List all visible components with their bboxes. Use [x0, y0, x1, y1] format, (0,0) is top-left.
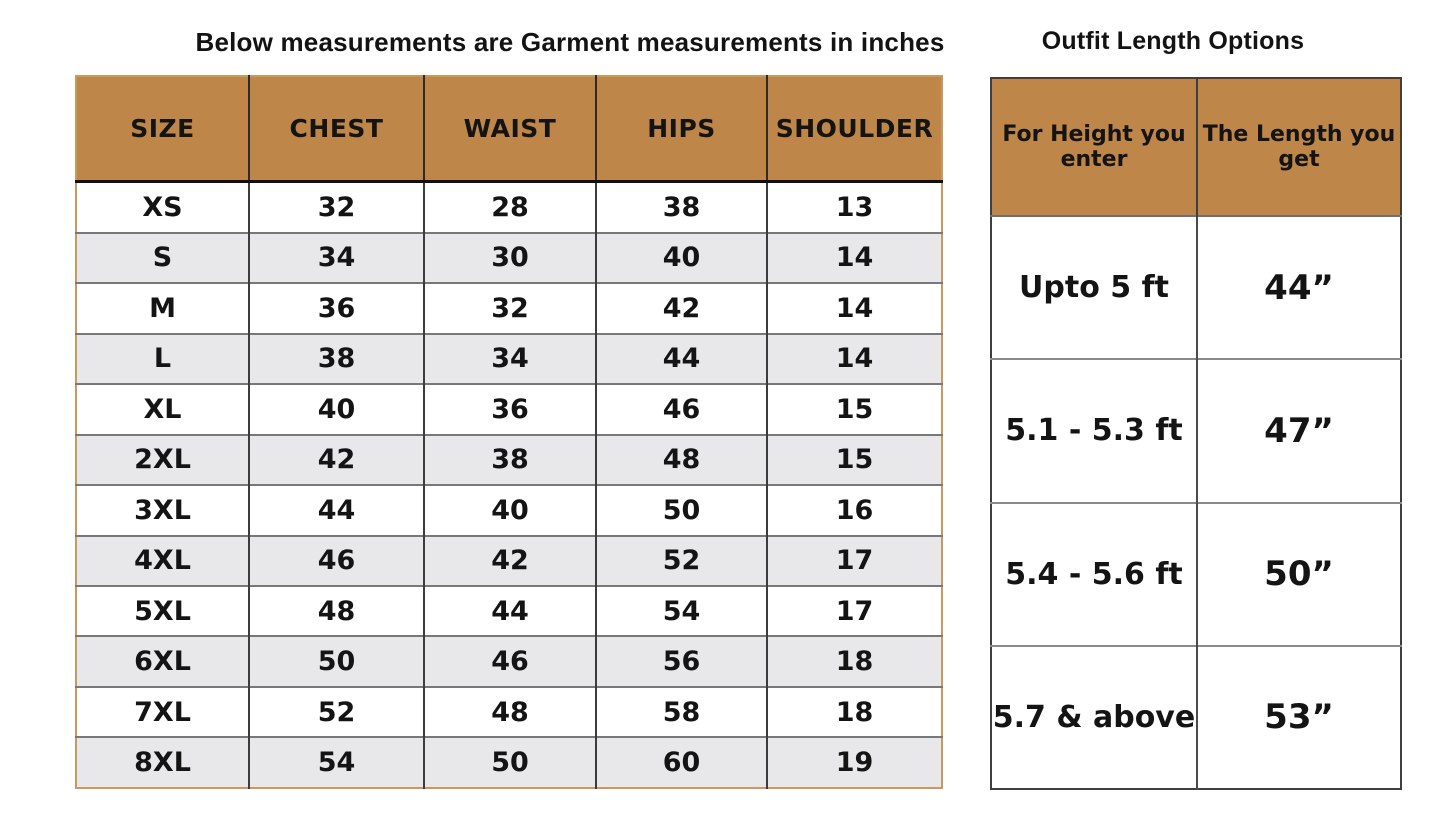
cell: 60	[596, 737, 767, 788]
cell: XL	[76, 384, 249, 434]
cell: 5XL	[76, 586, 249, 636]
cell: 47”	[1197, 359, 1401, 502]
cell: 38	[249, 334, 424, 384]
table-row	[76, 536, 942, 586]
cell: S	[76, 233, 249, 283]
cell: 14	[767, 334, 942, 384]
column-header: For Height you enter	[991, 78, 1197, 216]
cell: 15	[767, 384, 942, 434]
cell: 14	[767, 283, 942, 333]
cell: 56	[596, 636, 767, 686]
header-row	[991, 78, 1401, 216]
table-row	[76, 485, 942, 535]
cell: 13	[767, 182, 942, 233]
cell: 5.1 - 5.3 ft	[991, 359, 1197, 502]
cell: 38	[596, 182, 767, 233]
cell: 5.4 - 5.6 ft	[991, 503, 1197, 646]
cell: 17	[767, 536, 942, 586]
cell: 50	[249, 636, 424, 686]
table-row	[991, 503, 1401, 646]
cell: 44”	[1197, 216, 1401, 359]
cell: 3XL	[76, 485, 249, 535]
cell: 46	[596, 384, 767, 434]
cell: 16	[767, 485, 942, 535]
table-row	[76, 687, 942, 737]
cell: 54	[596, 586, 767, 636]
cell: Upto 5 ft	[1019, 270, 1169, 306]
cell: 42	[249, 435, 424, 485]
length-table-title: Outfit Length Options	[1041, 27, 1305, 55]
cell: 6XL	[76, 636, 249, 686]
table-row	[76, 435, 942, 485]
cell: 38	[424, 435, 596, 485]
cell: 36	[424, 384, 596, 434]
outfit-length-table	[990, 77, 1402, 790]
cell: 18	[767, 636, 942, 686]
column-header: SIZE	[76, 76, 249, 182]
table-row	[991, 646, 1401, 789]
column-header: HIPS	[596, 76, 767, 182]
cell: 48	[596, 435, 767, 485]
cell: 36	[249, 283, 424, 333]
cell: 46	[249, 536, 424, 586]
cell: 54	[249, 737, 424, 788]
cell: 50	[596, 485, 767, 535]
table-row	[76, 586, 942, 636]
cell: 15	[767, 435, 942, 485]
cell: 44	[424, 586, 596, 636]
cell: 44	[596, 334, 767, 384]
table-row	[76, 283, 942, 333]
cell: 32	[249, 182, 424, 233]
cell: 30	[424, 233, 596, 283]
cell: 46	[424, 636, 596, 686]
table-row	[76, 233, 942, 283]
cell: 7XL	[76, 687, 249, 737]
cell: 34	[249, 233, 424, 283]
garment-measurements-table	[75, 75, 943, 789]
cell: L	[76, 334, 249, 384]
cell: 48	[424, 687, 596, 737]
cell: XS	[142, 191, 183, 223]
cell: 8XL	[76, 737, 249, 788]
cell: 17	[767, 586, 942, 636]
cell: 44	[249, 485, 424, 535]
table-row	[76, 737, 942, 788]
cell: 42	[596, 283, 767, 333]
cell: 48	[249, 586, 424, 636]
cell: 2XL	[76, 435, 249, 485]
garment-table-title: Below measurements are Garment measurements in inches	[195, 27, 945, 57]
table-row	[991, 359, 1401, 502]
cell: 53”	[1197, 646, 1401, 789]
table-row	[76, 636, 942, 686]
column-header: The Length you get	[1197, 78, 1401, 216]
cell: 40	[424, 485, 596, 535]
header-row	[76, 76, 942, 182]
column-header: SHOULDER	[767, 76, 942, 182]
cell: 14	[767, 233, 942, 283]
cell: 52	[249, 687, 424, 737]
cell: 4XL	[76, 536, 249, 586]
cell: 42	[424, 536, 596, 586]
cell: 50	[424, 737, 596, 788]
table-row	[76, 334, 942, 384]
cell: 28	[424, 182, 596, 233]
cell: 52	[596, 536, 767, 586]
cell: 58	[596, 687, 767, 737]
cell: 18	[767, 687, 942, 737]
column-header: WAIST	[424, 76, 596, 182]
column-header: CHEST	[249, 76, 424, 182]
cell: 32	[424, 283, 596, 333]
cell: 50”	[1197, 503, 1401, 646]
cell: 40	[249, 384, 424, 434]
cell: 5.7 & above	[991, 646, 1197, 789]
table-row	[991, 216, 1401, 359]
cell: 19	[767, 737, 942, 788]
cell: 34	[424, 334, 596, 384]
table-row	[76, 384, 942, 434]
table-row	[76, 182, 942, 233]
cell: 40	[596, 233, 767, 283]
cell: M	[76, 283, 249, 333]
